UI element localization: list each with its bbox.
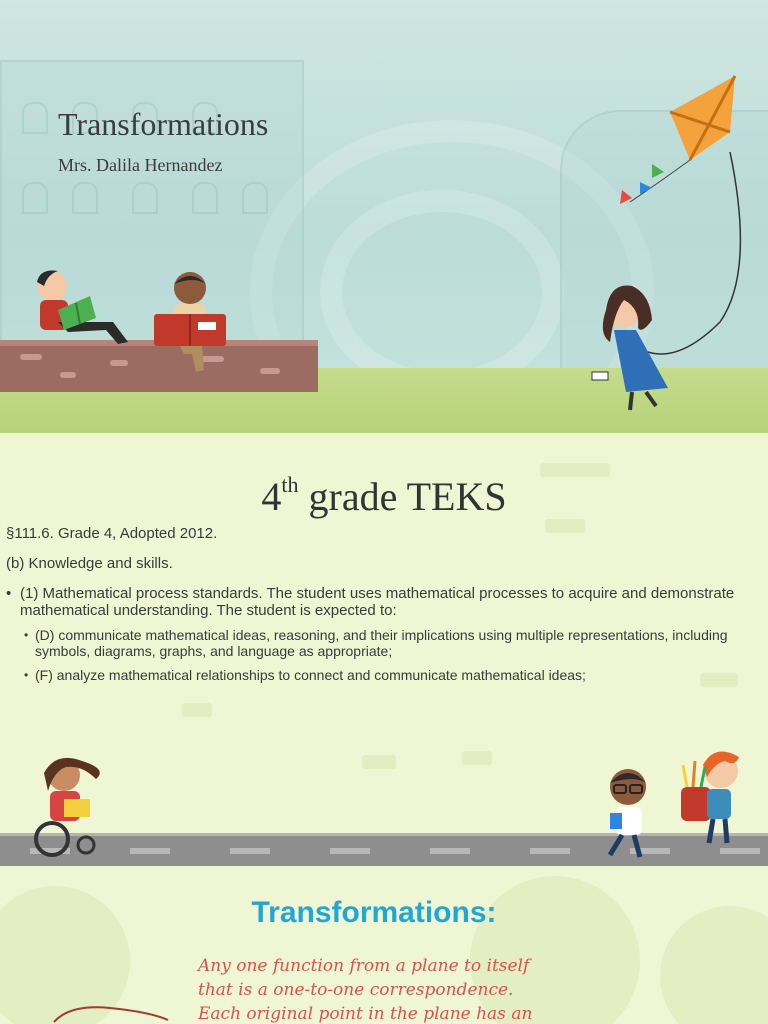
slide-definition	[0, 866, 768, 1024]
standard-reference: §111.6. Grade 4, Adopted 2012.	[6, 525, 218, 542]
slide-teks	[0, 433, 768, 866]
backpack-boy-icon	[675, 743, 747, 853]
list-item	[6, 667, 756, 683]
girl-kite-icon	[580, 72, 750, 417]
teks-content	[6, 525, 756, 691]
background-swirl	[320, 190, 564, 394]
slide-heading: 4th grade TEKS	[261, 471, 507, 519]
bullet-text: (1) Mathematical process standards. The student uses mathematical processes to acquire and demonstrate mathematical understanding. The student is expected to:	[20, 585, 735, 619]
slide-title-heading: Transformations	[58, 106, 269, 142]
bullet-icon: •	[24, 668, 29, 682]
sub-bullet-text: (F) analyze mathematical relationships to connect and communicate mathematical ideas;	[35, 667, 586, 683]
walking-boy-icon	[600, 763, 665, 863]
bullet-icon: •	[6, 585, 12, 602]
reading-boy-icon	[150, 268, 230, 378]
curve-drawing	[50, 1002, 170, 1024]
definition-text: Any one function from a plane to itself that is a one-to-one correspondence. Each original point in the plane has an	[198, 956, 533, 1024]
reading-boy-icon	[18, 266, 133, 348]
list-item	[6, 585, 756, 619]
slide-title	[0, 0, 768, 433]
sub-bullet-text: (D) communicate mathematical ideas, reasoning, and their implications using multiple representations, including symbols, diagrams, graphs, and language as appropriate;	[35, 627, 728, 659]
slide-author: Mrs. Dalila Hernandez	[58, 155, 223, 175]
standard-section: (b) Knowledge and skills.	[6, 555, 173, 572]
kite-icon	[670, 76, 735, 160]
wheelchair-girl-icon	[26, 751, 116, 861]
bullet-icon: •	[24, 628, 29, 642]
slide-heading: Transformations:	[251, 896, 497, 929]
list-item	[6, 627, 756, 659]
